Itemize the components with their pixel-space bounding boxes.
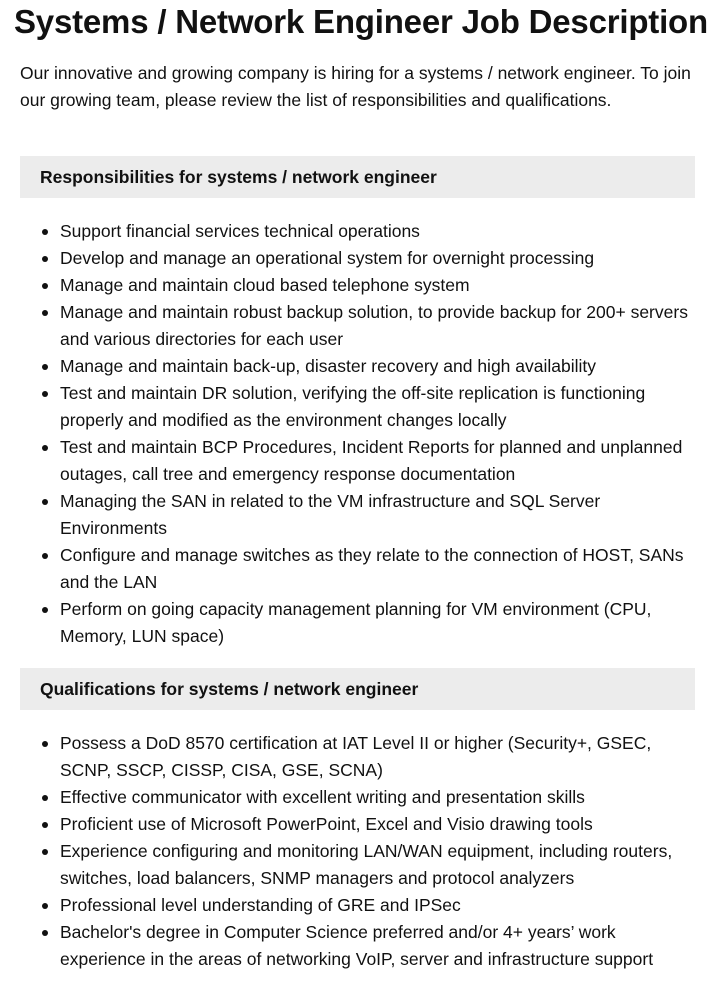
- list-item: Proficient use of Microsoft PowerPoint, Excel and Visio drawing tools: [20, 811, 695, 838]
- list-item: Experience configuring and monitoring LAN/WAN equipment, including routers, switches, load balancers, SNMP managers and protocol analyzers: [20, 838, 695, 892]
- list-item: Effective communicator with excellent writing and presentation skills: [20, 784, 695, 811]
- list-item: Manage and maintain robust backup solution, to provide backup for 200+ servers and various directories for each user: [20, 299, 695, 353]
- intro-paragraph: Our innovative and growing company is hiring for a systems / network engineer. To join our growing team, please review the list of responsibilities and qualifications.: [20, 63, 691, 110]
- list-item: Configure and manage switches as they relate to the connection of HOST, SANs and the LAN: [20, 542, 695, 596]
- list-item: Test and maintain DR solution, verifying the off-site replication is functioning properly and modified as the environment changes locally: [20, 380, 695, 434]
- qualifications-heading: Qualifications for systems / network engineer: [20, 668, 695, 710]
- list-item: Bachelor's degree in Computer Science preferred and/or 4+ years’ work experience in the areas of networking VoIP, server and infrastructure support: [20, 919, 695, 973]
- list-item: Develop and manage an operational system for overnight processing: [20, 245, 695, 272]
- qualifications-list: [20, 730, 695, 973]
- list-item: Support financial services technical operations: [20, 218, 695, 245]
- list-item: Manage and maintain cloud based telephone system: [20, 272, 695, 299]
- list-item: Test and maintain BCP Procedures, Incident Reports for planned and unplanned outages, call tree and emergency response documentation: [20, 434, 695, 488]
- list-item: Manage and maintain back-up, disaster recovery and high availability: [20, 353, 695, 380]
- responsibilities-list: [20, 218, 695, 650]
- list-item: Professional level understanding of GRE and IPSec: [20, 892, 695, 919]
- page-title: Systems / Network Engineer Job Description: [14, 3, 708, 40]
- list-item: Managing the SAN in related to the VM infrastructure and SQL Server Environments: [20, 488, 695, 542]
- list-item: Possess a DoD 8570 certification at IAT Level II or higher (Security+, GSEC, SCNP, SSCP, CISSP, CISA, GSE, SCNA): [20, 730, 695, 784]
- list-item: Perform on going capacity management planning for VM environment (CPU, Memory, LUN space): [20, 596, 695, 650]
- responsibilities-heading: Responsibilities for systems / network engineer: [20, 156, 695, 198]
